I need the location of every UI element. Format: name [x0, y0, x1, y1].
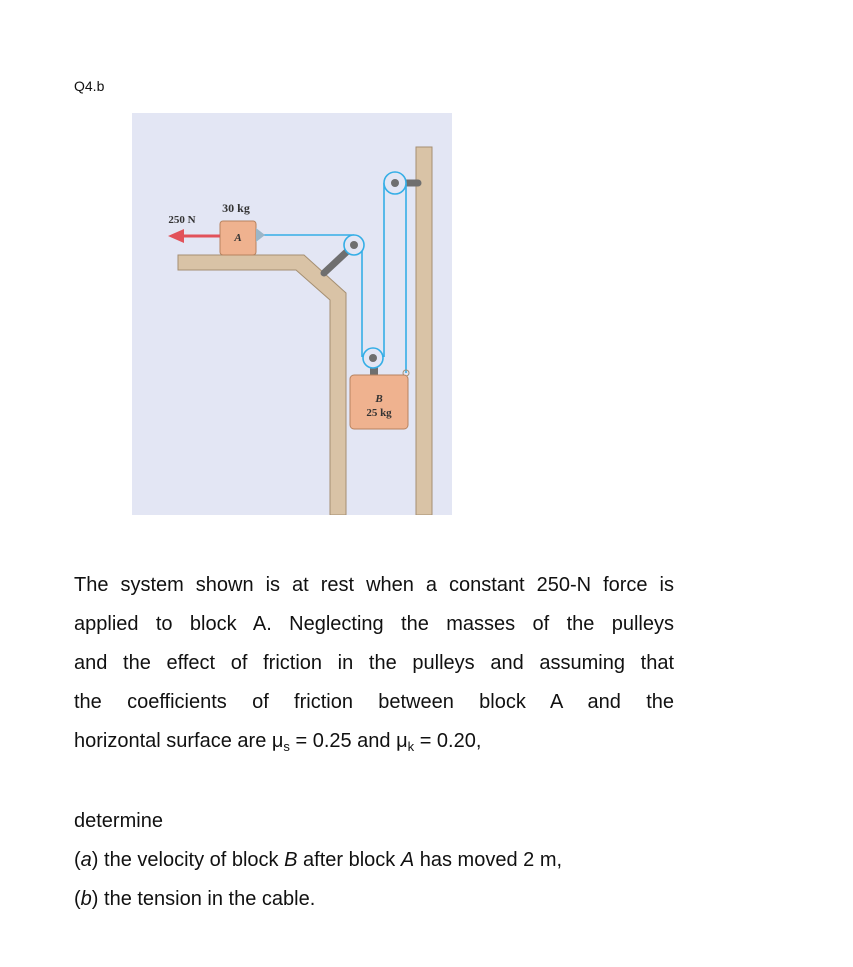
mu-k-subscript: k: [407, 739, 415, 754]
question-b: [74, 880, 674, 919]
letter-a: a: [80, 849, 92, 871]
mu-s-value: = 0.25 and μ: [289, 730, 408, 752]
corner-pulley-axle: [350, 241, 358, 249]
right-wall: [416, 147, 432, 515]
pulley-system-figure: [132, 113, 452, 515]
problem-line-3: and the effect of friction in the pulleys and assuming that: [74, 652, 674, 674]
problem-line-1: The system shown is at rest when a constant 250-N force is: [74, 574, 674, 596]
question-a: [74, 841, 674, 880]
block-a-label: A: [234, 232, 242, 244]
line5-text: horizontal surface are μ: [74, 730, 284, 752]
question-label: Q4.b: [74, 78, 105, 94]
block-b-mass: 25 kg: [366, 407, 392, 419]
problem-line-4: the coefficients of friction between block A and the: [74, 691, 674, 713]
paren-b: (: [74, 888, 81, 910]
problem-line-5: [74, 722, 674, 761]
figure-canvas: [132, 113, 452, 515]
question-a-text-2: after block: [297, 849, 401, 871]
block-a-mass: 30 kg: [222, 201, 250, 215]
block-b-ref: B: [284, 849, 298, 871]
questions: [74, 802, 674, 919]
determine-label: determine: [74, 810, 163, 832]
question-b-text: ) the tension in the cable.: [91, 888, 316, 910]
top-pulley-axle: [391, 179, 399, 187]
problem-line-2: applied to block A. Neglecting the masses of the pulleys: [74, 613, 674, 635]
letter-b: b: [80, 888, 92, 910]
question-a-text-1: ) the velocity of block: [91, 849, 285, 871]
block-b-label: B: [375, 393, 383, 405]
paren-a: (: [74, 849, 81, 871]
mu-k-value: = 0.20,: [414, 730, 482, 752]
force-label: 250 N: [168, 214, 196, 226]
block-b-pulley-axle: [369, 354, 377, 362]
block-a-ref: A: [400, 849, 415, 871]
question-a-text-3: has moved 2 m,: [414, 849, 563, 871]
figure-background: [132, 113, 452, 515]
mu-s-subscript: s: [283, 739, 290, 754]
problem-statement: [74, 566, 674, 761]
